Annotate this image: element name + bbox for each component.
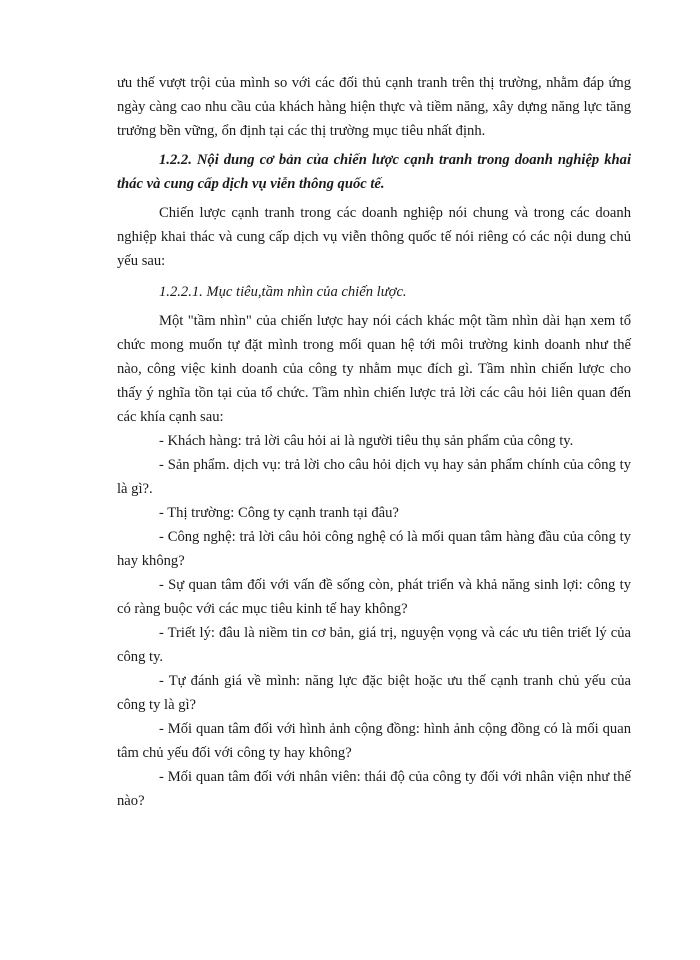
vision-paragraph: Một "tầm nhìn" của chiến lược hay nói cách khác một tầm nhìn dài hạn xem tổ chức mong muốn tự đặt mình trong mối quan hệ tới môi trường kinh doanh như thế nào, công việc kinh doanh của công ty nhằm mục đích gì. Tầm nhìn chiến lược cho thấy ý nghĩa tồn tại của tổ chức. Tầm nhìn chiến lược trả lời các câu hỏi liên quan đến các khía cạnh sau: [117, 313, 631, 425]
content-paragraph: Chiến lược cạnh tranh trong các doanh nghiệp nói chung và trong các doanh nghiệp khai thác và cung cấp dịch vụ viễn thông quốc tế nói riêng có các nội dung chủ yếu sau: [117, 205, 631, 269]
bullet-market: - Thị trường: Công ty cạnh tranh tại đâu? [159, 505, 399, 521]
section-heading-1-2-2: 1.2.2. Nội dung cơ bản của chiến lược cạnh tranh trong doanh nghiệp khai thác và cung cấp dịch vụ viễn thông quốc tế. [117, 152, 631, 192]
bullet-customers: - Khách hàng: trả lời câu hỏi ai là người tiêu thụ sản phẩm của công ty. [159, 433, 574, 449]
bullet-philosophy: - Triết lý: đâu là niềm tin cơ bản, giá trị, nguyện vọng và các ưu tiên triết lý của công ty. [117, 625, 631, 665]
bullet-products-services: - Sản phẩm. dịch vụ: trả lời cho câu hỏi dịch vụ hay sản phẩm chính của công ty là gì?. [117, 457, 631, 497]
intro-paragraph: ưu thế vượt trội của mình so với các đối thủ cạnh tranh trên thị trường, nhằm đáp ứng ngày càng cao nhu cầu của khách hàng hiện thực và tiềm năng, xây dựng năng lực tăng trưởng bền vững, ổn định tại các thị trường mục tiêu nhất định. [117, 75, 631, 139]
bullet-technology: - Công nghệ: trả lời câu hỏi công nghệ có là mối quan tâm hàng đầu của công ty hay không? [117, 529, 631, 569]
subsection-heading-1-2-2-1: 1.2.2.1. Mục tiêu,tầm nhìn của chiến lược. [159, 284, 407, 300]
document-page [117, 71, 631, 813]
bullet-self-assessment: - Tự đánh giá về mình: năng lực đặc biệt hoặc ưu thế cạnh tranh chủ yếu của công ty là gì? [117, 673, 631, 713]
bullet-employees: - Mối quan tâm đối với nhân viên: thái độ của công ty đối với nhân viện như thế nào? [117, 769, 631, 809]
bullet-survival-growth: - Sự quan tâm đối với vấn đề sống còn, phát triển và khả năng sinh lợi: công ty có ràng buộc với các mục tiêu kinh tế hay không? [117, 577, 631, 617]
bullet-public-image: - Mối quan tâm đối với hình ảnh cộng đồng: hình ảnh cộng đồng có là mối quan tâm chủ yếu đối với công ty hay không? [117, 721, 631, 761]
